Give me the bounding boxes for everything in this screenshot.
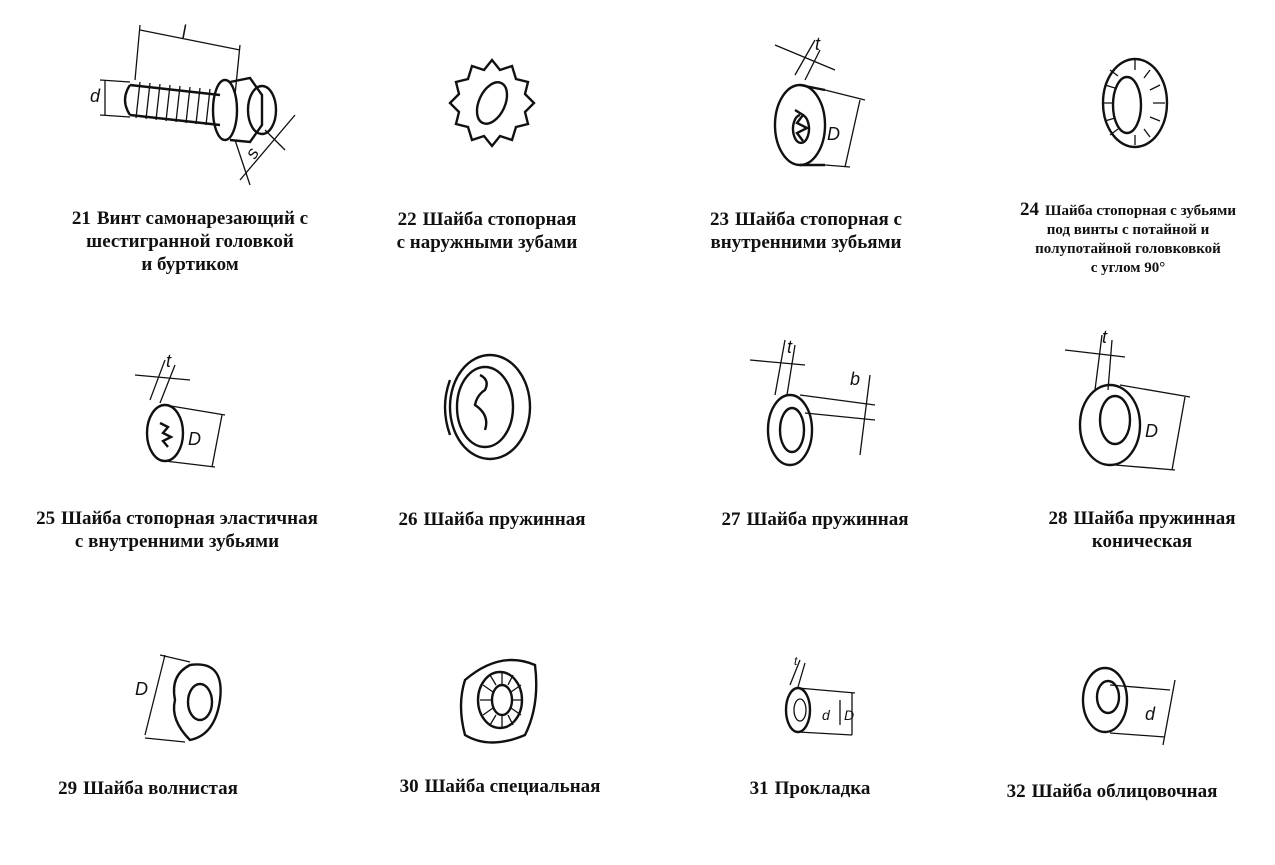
dim-d-32: d bbox=[1145, 704, 1156, 724]
gasket-drawing bbox=[770, 655, 870, 760]
dim-t-28: t bbox=[1102, 327, 1108, 347]
conical-spring-washer-drawing bbox=[1060, 325, 1200, 480]
dim-s: s bbox=[241, 144, 263, 162]
caption-28: 28 Шайба пружинная коническая bbox=[1048, 508, 1236, 552]
dim-D-25: D bbox=[188, 429, 201, 449]
dim-b-27: b bbox=[850, 369, 861, 389]
caption-31: 31 Прокладка bbox=[749, 778, 871, 799]
elastic-lock-washer-drawing bbox=[130, 351, 240, 480]
dim-l: l bbox=[182, 22, 186, 42]
caption-27: 27 Шайба пружинная bbox=[721, 509, 909, 530]
dim-d-31: d bbox=[822, 707, 830, 723]
spring-washer-26-drawing bbox=[435, 350, 535, 470]
wave-washer-drawing bbox=[130, 650, 240, 755]
dim-D-23: D bbox=[827, 124, 840, 144]
dim-D-28: D bbox=[1145, 421, 1158, 441]
internal-tooth-lock-washer-drawing bbox=[765, 35, 875, 180]
caption-30: 30 Шайба специальная bbox=[399, 776, 601, 797]
caption-25: 25 Шайба стопорная эластичная с внутренними зубьями bbox=[36, 508, 318, 552]
trim-washer-drawing bbox=[1075, 655, 1185, 760]
caption-29: 29 Шайба волнистая bbox=[58, 778, 238, 799]
caption-24: 24 Шайба стопорная с зубьями под винты с потайной и полупотайной головковкой с углом 90° bbox=[1019, 199, 1237, 276]
dim-t-27: t bbox=[787, 337, 793, 357]
dim-D-31: D bbox=[844, 707, 855, 723]
dim-t-23: t bbox=[815, 34, 821, 54]
special-washer-drawing bbox=[455, 655, 545, 750]
spring-washer-27-drawing bbox=[745, 335, 885, 480]
caption-26: 26 Шайба пружинная bbox=[398, 509, 586, 530]
caption-23: 23 Шайба стопорная с внутренними зубьями bbox=[709, 209, 903, 253]
dim-t-25: t bbox=[166, 351, 172, 371]
caption-32: 32 Шайба облицовочная bbox=[1006, 781, 1218, 802]
caption-21: 21 Винт самонарезающий с шестигранной головкой и буртиком bbox=[71, 208, 309, 275]
dim-t-31: t bbox=[794, 654, 798, 668]
dim-D-29: D bbox=[135, 679, 148, 699]
countersunk-tooth-washer-drawing bbox=[1095, 55, 1175, 160]
self-tapping-screw-drawing bbox=[90, 20, 310, 205]
external-tooth-lock-washer-drawing bbox=[445, 55, 540, 160]
caption-22: 22 Шайба стопорная с наружными зубами bbox=[396, 209, 578, 253]
dim-d: d bbox=[90, 86, 101, 106]
